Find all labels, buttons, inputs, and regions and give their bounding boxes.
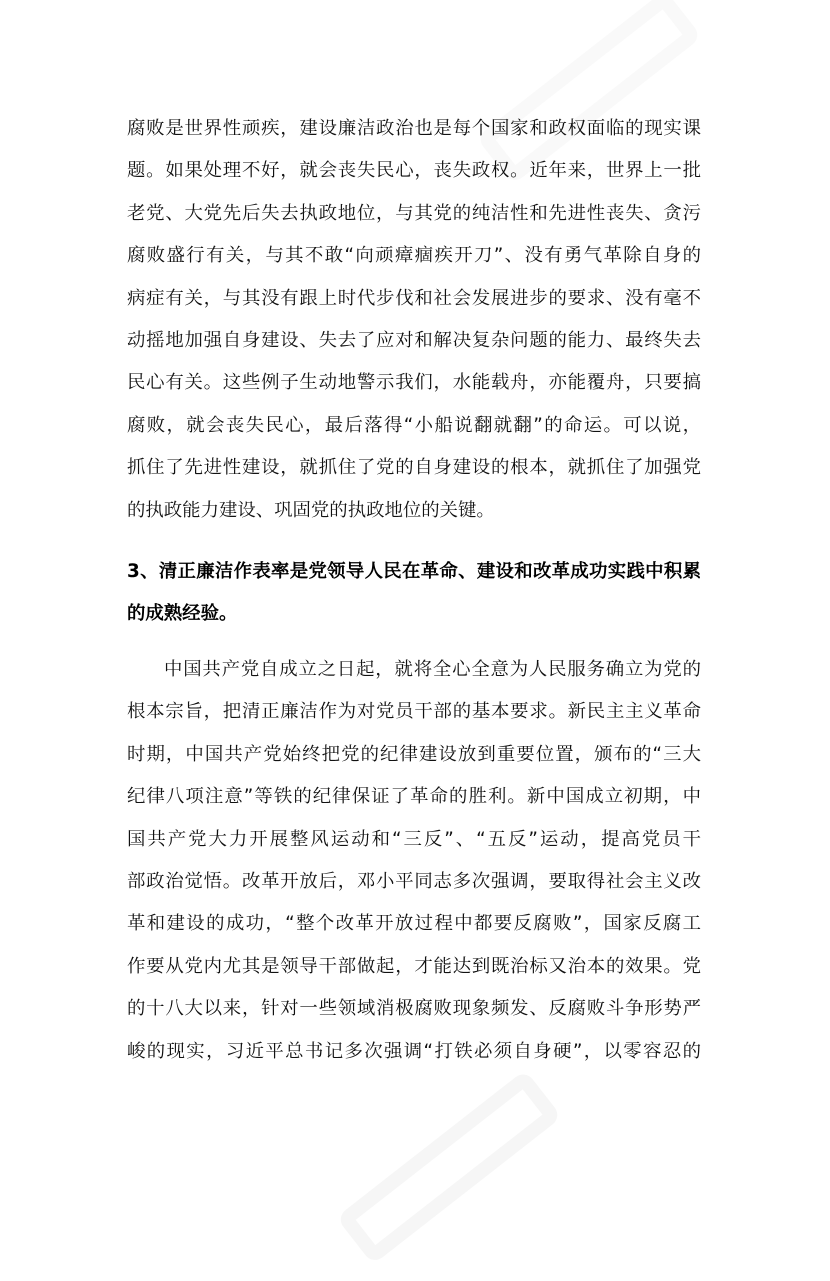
text-line: 纪律八项注意”等铁的纪律保证了革命的胜利。新中国成立初期，中 xyxy=(127,786,701,808)
text-line: 腐败，就会丧失民心，最后落得“小船说翻就翻”的命运。可以说， xyxy=(127,414,701,436)
text-line: 腐败盛行有关，与其不敢“向顽瘴痼疾开刀”、没有勇气革除自身的 xyxy=(127,245,701,267)
text-line: 根本宗旨，把清正廉洁作为对党员干部的基本要求。新民主主义革命 xyxy=(127,701,701,723)
text-line: 动摇地加强自身建设、失去了应对和解决复杂问题的能力、最终失去 xyxy=(127,330,701,352)
text-line: 老党、大党先后失去执政地位，与其党的纯洁性和先进性丧失、贪污 xyxy=(127,202,701,224)
body-paragraph xyxy=(127,108,701,532)
text-line: 抓住了先进性建设，就抓住了党的自身建设的根本，就抓住了加强党 xyxy=(127,457,701,479)
text-line: 峻的现实，习近平总书记多次强调“打铁必须自身硬”，以零容忍的 xyxy=(127,1040,701,1062)
text-line: 部政治觉悟。改革开放后，邓小平同志多次强调，要取得社会主义改 xyxy=(127,871,701,893)
body-paragraph xyxy=(127,649,701,1073)
watermark-shape xyxy=(330,1050,590,1281)
text-line: 国共产党大力开展整风运动和“三反”、“五反”运动，提高党员干 xyxy=(127,828,701,850)
text-line: 题。如果处理不好，就会丧失民心，丧失政权。近年来，世界上一批 xyxy=(127,160,701,182)
text-line: 腐败是世界性顽疾，建设廉洁政治也是每个国家和政权面临的现实课 xyxy=(127,118,701,139)
text-line: 民心有关。这些例子生动地警示我们，水能载舟，亦能覆舟，只要搞 xyxy=(127,372,701,394)
text-line: 的十八大以来，针对一些领域消极腐败现象频发、反腐败斗争形势严 xyxy=(127,998,701,1020)
text-line: 革和建设的成功，“整个改革开放过程中都要反腐败”，国家反腐工 xyxy=(127,913,701,935)
heading-line: 3、清正廉洁作表率是党领导人民在革命、建设和改革成功实践中积累 xyxy=(127,561,701,582)
text-line: 中国共产党自成立之日起，就将全心全意为人民服务确立为党的 xyxy=(164,659,701,680)
heading-line: 的成熟经验。 xyxy=(127,603,238,625)
text-line: 作要从党内尤其是领导干部做起，才能达到既治标又治本的效果。党 xyxy=(127,955,701,977)
text-line: 的执政能力建设、巩固党的执政地位的关键。 xyxy=(127,499,495,521)
text-line: 病症有关，与其没有跟上时代步伐和社会发展进步的要求、没有毫不 xyxy=(127,287,701,309)
section-heading xyxy=(127,551,701,636)
text-line: 时期，中国共产党始终把党的纪律建设放到重要位置，颁布的“三大 xyxy=(127,743,701,765)
